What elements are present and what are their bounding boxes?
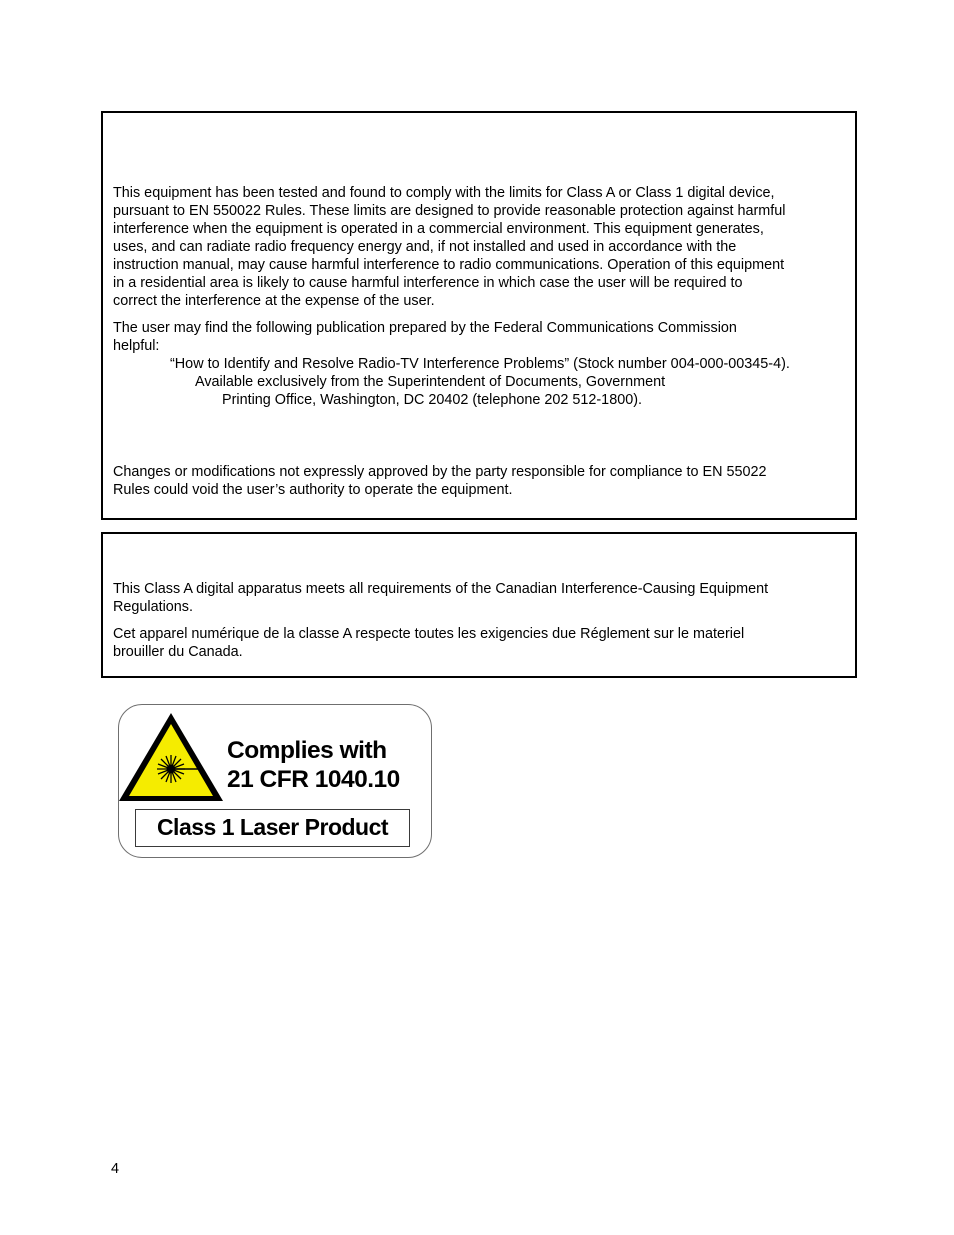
text-line: Cet apparel numérique de la classe A respecte toutes les exigencies due Réglement sur le materiel [113,626,745,642]
fcc-publication-intro [113,319,737,355]
laser-compliance-label [118,704,432,858]
text-line: interference when the equipment is operated in a commercial environment. This equipment generates, [113,221,764,237]
emc-compliance-paragraph [113,184,786,310]
canada-english-statement [113,580,768,616]
laser-compliance-line2: 21 CFR 1040.10 [227,766,400,793]
text-line: in a residential area is likely to cause harmful interference in which case the user will be required to [113,275,743,291]
text-line: This Class A digital apparatus meets all requirements of the Canadian Interference-Causing Equipment [113,581,769,597]
text-line: “How to Identify and Resolve Radio-TV Interference Problems” (Stock number 004-000-00345-4). [170,356,790,372]
text-line: Printing Office, Washington, DC 20402 (telephone 202 512-1800). [222,392,642,408]
text-line: The user may find the following publication prepared by the Federal Communications Commission [113,320,737,336]
text-line: uses, and can radiate radio frequency energy and, if not installed and used in accordance with the [113,239,737,255]
text-line: correct the interference at the expense of the user. [113,293,435,309]
publication-reference [170,355,790,409]
laser-class-text: Class 1 Laser Product [135,809,410,847]
text-line: pursuant to EN 550022 Rules. These limits are designed to provide reasonable protection against harmful [113,203,786,219]
laser-compliance-line1: Complies with [227,737,387,764]
page-number: 4 [111,1161,120,1177]
canada-french-statement [113,625,744,661]
canada-notice-box [101,532,857,678]
text-line: brouiller du Canada. [113,644,243,660]
modifications-warning [113,463,767,499]
laser-warning-icon [119,705,229,809]
text-line: helpful: [113,338,160,354]
text-line: instruction manual, may cause harmful interference to radio communications. Operation of this equipment [113,257,785,273]
text-line: Rules could void the user’s authority to operate the equipment. [113,482,513,498]
text-line: Regulations. [113,599,193,615]
text-line: Available exclusively from the Superintendent of Documents, Government [195,374,666,390]
text-line: This equipment has been tested and found to comply with the limits for Class A or Class 1 digital device, [113,185,775,201]
emc-notice-box [101,111,857,520]
text-line: Changes or modifications not expressly approved by the party responsible for compliance to EN 55022 [113,464,767,480]
